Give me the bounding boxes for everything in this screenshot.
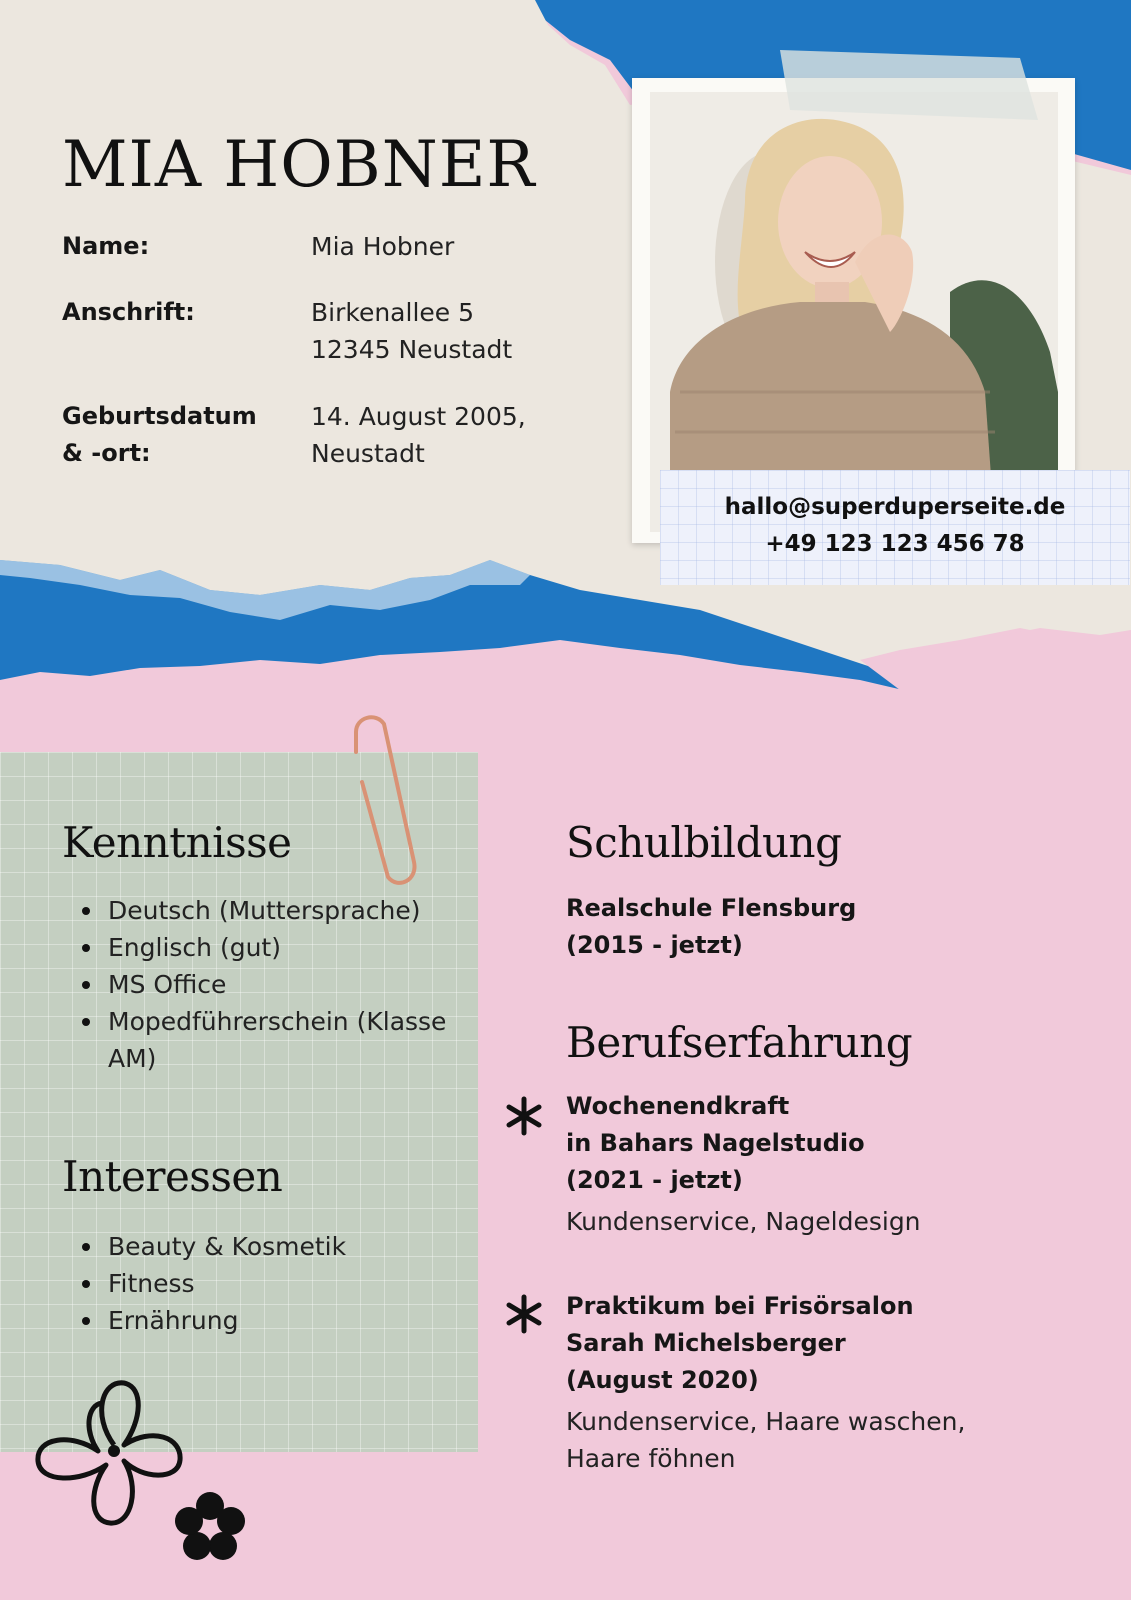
list-item: Beauty & Kosmetik xyxy=(108,1228,468,1265)
experience-entry: Wochenendkraft in Bahars Nagelstudio (2021 - jetzt) Kundenservice, Nageldesign xyxy=(566,1092,921,1236)
list-item: Englisch (gut) xyxy=(108,929,468,966)
info-label-address: Anschrift: xyxy=(62,298,195,326)
asterisk-icon xyxy=(504,1294,544,1334)
list-item: Ernährung xyxy=(108,1302,468,1339)
list-item: Fitness xyxy=(108,1265,468,1302)
experience-heading: Berufserfahrung xyxy=(566,1018,913,1067)
asterisk-icon xyxy=(504,1096,544,1136)
page-title: MIA HOBNER xyxy=(62,128,536,202)
interests-heading: Interessen xyxy=(62,1152,283,1201)
info-label-birth: Geburtsdatum & -ort: xyxy=(62,402,257,467)
list-item: MS Office xyxy=(108,966,468,1003)
experience-entry: Praktikum bei Frisörsalon Sarah Michelsberger (August 2020) Kundenservice, Haare waschen, Haare föhnen xyxy=(566,1292,966,1473)
flower-solid-icon xyxy=(172,1490,248,1566)
education-entry: Realschule Flensburg (2015 - jetzt) xyxy=(566,894,857,959)
list-item: Mopedführerschein (Klasse AM) xyxy=(108,1003,468,1077)
contact-box xyxy=(660,470,1130,585)
info-label-name: Name: xyxy=(62,232,150,260)
contact-phone[interactable]: +49 123 123 456 78 xyxy=(765,531,1025,557)
skills-list xyxy=(62,892,468,1077)
interests-list xyxy=(62,1228,468,1339)
info-value-birth: 14. August 2005, Neustadt xyxy=(311,402,526,468)
info-value-name: Mia Hobner xyxy=(311,232,455,261)
info-value-address: Birkenallee 5 12345 Neustadt xyxy=(311,298,513,364)
tape-strip xyxy=(780,40,1040,120)
paperclip-icon xyxy=(336,712,426,892)
education-heading: Schulbildung xyxy=(566,818,842,867)
contact-email[interactable]: hallo@superduperseite.de xyxy=(724,494,1066,520)
list-item: Deutsch (Muttersprache) xyxy=(108,892,468,929)
flower-outline-icon xyxy=(32,1375,192,1535)
skills-heading: Kenntnisse xyxy=(62,818,292,867)
portrait-photo xyxy=(650,92,1058,532)
